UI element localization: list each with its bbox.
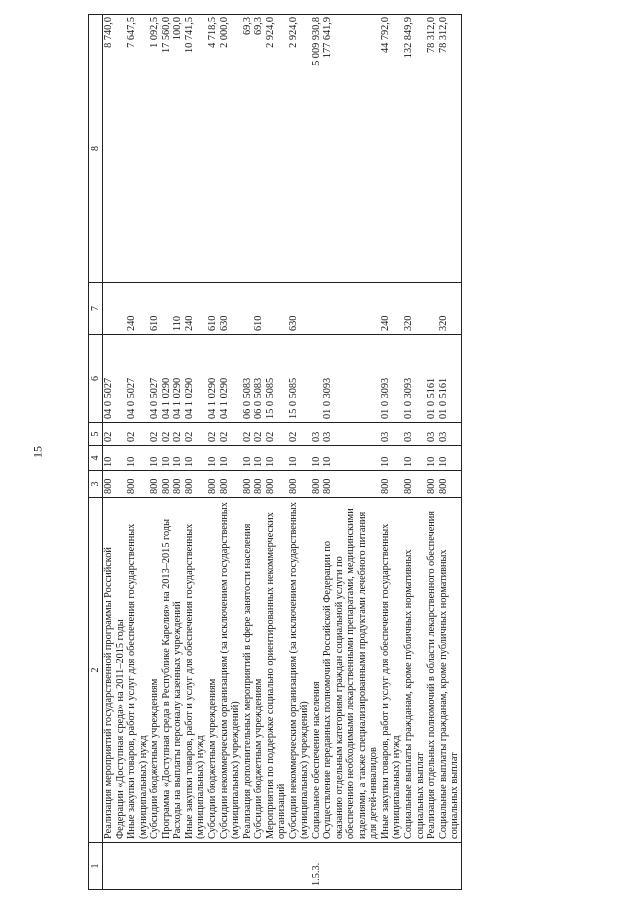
code-section: 10	[103, 446, 127, 471]
code-section: 10	[426, 446, 438, 471]
code-ministry: 800	[184, 471, 207, 498]
item-name: Иные закупки товаров, работ и услуг для обеспечения государственных (муниципальных) нужд	[184, 498, 207, 843]
code-subsection: 02	[172, 423, 184, 446]
code-subsection: 02	[265, 423, 288, 446]
table-row	[438, 15, 462, 890]
item-name: Субсидии бюджетным учреждениям	[149, 498, 161, 843]
code-expense-type: 630	[219, 283, 242, 335]
item-name: Социальные выплаты гражданам, кроме публичных нормативных социальных выплат	[403, 498, 426, 843]
code-ministry: 800	[126, 471, 149, 498]
page-number: 15	[30, 446, 45, 458]
code-expense-type	[103, 283, 127, 335]
header-col-3: 3	[89, 471, 103, 498]
item-number	[438, 843, 462, 890]
code-section: 10	[149, 446, 161, 471]
code-target: 06 0 5083	[242, 335, 254, 423]
code-expense-type	[426, 283, 438, 335]
item-name: Субсидии некоммерческим организациям (за исключением государственных (муниципальных) учреждений)	[288, 498, 311, 843]
code-target: 15 0 5085	[288, 335, 311, 423]
table-row	[103, 15, 127, 890]
amount: 177 641,9	[322, 15, 380, 283]
code-expense-type	[161, 283, 173, 335]
header-col-5: 5	[89, 423, 103, 446]
code-expense-type: 110	[172, 283, 184, 335]
header-col-7: 7	[89, 283, 103, 335]
amount: 8 740,0	[103, 15, 127, 283]
amount: 7 647,5	[126, 15, 149, 283]
table-row	[288, 15, 311, 890]
table-row	[219, 15, 242, 890]
code-ministry: 800	[403, 471, 426, 498]
item-name: Иные закупки товаров, работ и услуг для обеспечения государственных (муниципальных) нужд	[380, 498, 403, 843]
code-target: 04 1 0290	[219, 335, 242, 423]
item-name: Субсидии некоммерческим организациям (за исключением государственных (муниципальных) учреждений)	[219, 498, 242, 843]
code-ministry: 800	[311, 471, 323, 498]
amount: 2 000,0	[219, 15, 242, 283]
table-row	[184, 15, 207, 890]
code-ministry: 800	[103, 471, 127, 498]
code-target: 04 1 0290	[207, 335, 219, 423]
code-expense-type: 320	[403, 283, 426, 335]
code-section: 10	[184, 446, 207, 471]
item-name: Субсидии бюджетным учреждениям	[207, 498, 219, 843]
code-subsection: 02	[126, 423, 149, 446]
table-row	[126, 15, 149, 890]
item-number	[403, 843, 426, 890]
header-col-1: 1	[89, 843, 103, 890]
code-section: 10	[253, 446, 265, 471]
code-ministry: 800	[149, 471, 161, 498]
amount: 44 792,0	[380, 15, 403, 283]
item-name: Мероприятия по поддержке социально ориентированных некоммерческих организаций	[265, 498, 288, 843]
code-ministry: 800	[219, 471, 242, 498]
code-ministry: 800	[253, 471, 265, 498]
code-subsection: 02	[219, 423, 242, 446]
code-target: 04 0 5027	[103, 335, 127, 423]
rotated-table-container	[88, 15, 613, 890]
table-row	[265, 15, 288, 890]
item-number	[426, 843, 438, 890]
code-subsection: 02	[103, 423, 127, 446]
code-target: 01 0 5161	[426, 335, 438, 423]
code-target: 04 0 5027	[126, 335, 149, 423]
table-header-row	[89, 15, 103, 890]
item-name: Реализация отдельных полномочий в области лекарственного обеспечения	[426, 498, 438, 843]
amount: 2 924,0	[265, 15, 288, 283]
amount: 69,3	[242, 15, 254, 283]
item-number	[184, 843, 207, 890]
table-row	[311, 15, 323, 890]
code-target: 01 0 3093	[322, 335, 380, 423]
header-col-4: 4	[89, 446, 103, 471]
table-body	[103, 15, 461, 890]
code-subsection: 02	[149, 423, 161, 446]
code-target: 04 1 0290	[161, 335, 173, 423]
code-section: 10	[322, 446, 380, 471]
item-number	[126, 843, 149, 890]
item-number: 1.5.3.	[311, 843, 323, 890]
code-section: 10	[311, 446, 323, 471]
item-name: Программа «Доступная среда в Республике Карелия» на 2013–2015 годы	[161, 498, 173, 843]
code-target: 01 0 3093	[403, 335, 426, 423]
amount: 132 849,9	[403, 15, 426, 283]
code-target: 15 0 5085	[265, 335, 288, 423]
table-row	[172, 15, 184, 890]
code-subsection: 02	[242, 423, 254, 446]
item-name: Реализация мероприятий государственной программы Российской Федерации «Доступная среда» на 2011–2015 годы	[103, 498, 127, 843]
header-col-2: 2	[89, 498, 103, 843]
code-subsection: 02	[184, 423, 207, 446]
code-expense-type: 240	[126, 283, 149, 335]
code-ministry: 800	[438, 471, 462, 498]
item-number	[265, 843, 288, 890]
amount: 4 718,5	[207, 15, 219, 283]
code-section: 10	[380, 446, 403, 471]
code-section: 10	[403, 446, 426, 471]
code-section: 10	[172, 446, 184, 471]
amount: 78 312,0	[426, 15, 438, 283]
item-number	[322, 843, 380, 890]
code-section: 10	[265, 446, 288, 471]
item-number	[103, 843, 127, 890]
code-subsection: 03	[426, 423, 438, 446]
code-ministry: 800	[288, 471, 311, 498]
code-ministry: 800	[161, 471, 173, 498]
table-row	[207, 15, 219, 890]
item-name: Субсидии бюджетным учреждениям	[253, 498, 265, 843]
table-row	[426, 15, 438, 890]
code-expense-type: 240	[380, 283, 403, 335]
code-subsection: 02	[207, 423, 219, 446]
code-ministry: 800	[207, 471, 219, 498]
code-section: 10	[161, 446, 173, 471]
code-subsection: 03	[311, 423, 323, 446]
code-expense-type	[242, 283, 254, 335]
code-subsection: 03	[438, 423, 462, 446]
amount: 5 009 930,8	[311, 15, 323, 283]
code-section: 10	[242, 446, 254, 471]
table-row	[322, 15, 380, 890]
amount: 1 092,5	[149, 15, 161, 283]
code-target: 01 0 5161	[438, 335, 462, 423]
code-expense-type: 630	[288, 283, 311, 335]
item-name: Расходы на выплаты персоналу казенных учреждений	[172, 498, 184, 843]
budget-table	[88, 14, 462, 890]
table-row	[161, 15, 173, 890]
item-name: Осуществление переданных полномочий Российской Федерации по оказанию отдельным категориям граждан социальной услуги по обеспечению необходимыми лекарственными препаратами, медицинскими изделиями, а также специализированными продуктами лечебного питания для детей-инвалидов	[322, 498, 380, 843]
amount: 2 924,0	[288, 15, 311, 283]
code-subsection: 02	[288, 423, 311, 446]
code-expense-type	[311, 283, 323, 335]
code-section: 10	[219, 446, 242, 471]
item-number	[161, 843, 173, 890]
item-number	[219, 843, 242, 890]
code-expense-type	[322, 283, 380, 335]
code-target: 06 0 5083	[253, 335, 265, 423]
item-name: Социальные выплаты гражданам, кроме публичных нормативных социальных выплат	[438, 498, 462, 843]
code-ministry: 800	[242, 471, 254, 498]
item-name: Иные закупки товаров, работ и услуг для обеспечения государственных (муниципальных) нужд	[126, 498, 149, 843]
code-expense-type: 320	[438, 283, 462, 335]
header-col-6: 6	[89, 335, 103, 423]
code-section: 10	[207, 446, 219, 471]
code-ministry: 800	[426, 471, 438, 498]
code-subsection: 02	[161, 423, 173, 446]
item-number	[242, 843, 254, 890]
code-section: 10	[288, 446, 311, 471]
code-subsection: 03	[380, 423, 403, 446]
item-name: Социальное обеспечение населения	[311, 498, 323, 843]
item-number	[207, 843, 219, 890]
code-section: 10	[126, 446, 149, 471]
code-expense-type: 610	[149, 283, 161, 335]
code-ministry: 800	[172, 471, 184, 498]
code-expense-type: 610	[253, 283, 265, 335]
code-subsection: 03	[403, 423, 426, 446]
code-subsection: 02	[253, 423, 265, 446]
code-target: 04 0 5027	[149, 335, 161, 423]
code-expense-type: 240	[184, 283, 207, 335]
item-number	[149, 843, 161, 890]
code-ministry: 800	[322, 471, 380, 498]
code-ministry: 800	[265, 471, 288, 498]
code-section: 10	[438, 446, 462, 471]
code-target: 04 1 0290	[172, 335, 184, 423]
amount: 78 312,0	[438, 15, 462, 283]
code-ministry: 800	[380, 471, 403, 498]
table-row	[149, 15, 161, 890]
amount: 69,3	[253, 15, 265, 283]
table-row	[242, 15, 254, 890]
code-target: 01 0 3093	[380, 335, 403, 423]
item-name: Реализация дополнительных мероприятий в сфере занятости населения	[242, 498, 254, 843]
item-number	[253, 843, 265, 890]
amount: 17 560,0	[161, 15, 173, 283]
code-subsection: 03	[322, 423, 380, 446]
header-col-8: 8	[89, 15, 103, 283]
code-expense-type	[265, 283, 288, 335]
table-row	[253, 15, 265, 890]
code-target	[311, 335, 323, 423]
table-row	[403, 15, 426, 890]
code-expense-type: 610	[207, 283, 219, 335]
table-row	[380, 15, 403, 890]
amount: 100,0	[172, 15, 184, 283]
item-number	[172, 843, 184, 890]
code-target: 04 1 0290	[184, 335, 207, 423]
item-number	[380, 843, 403, 890]
amount: 10 741,5	[184, 15, 207, 283]
item-number	[288, 843, 311, 890]
